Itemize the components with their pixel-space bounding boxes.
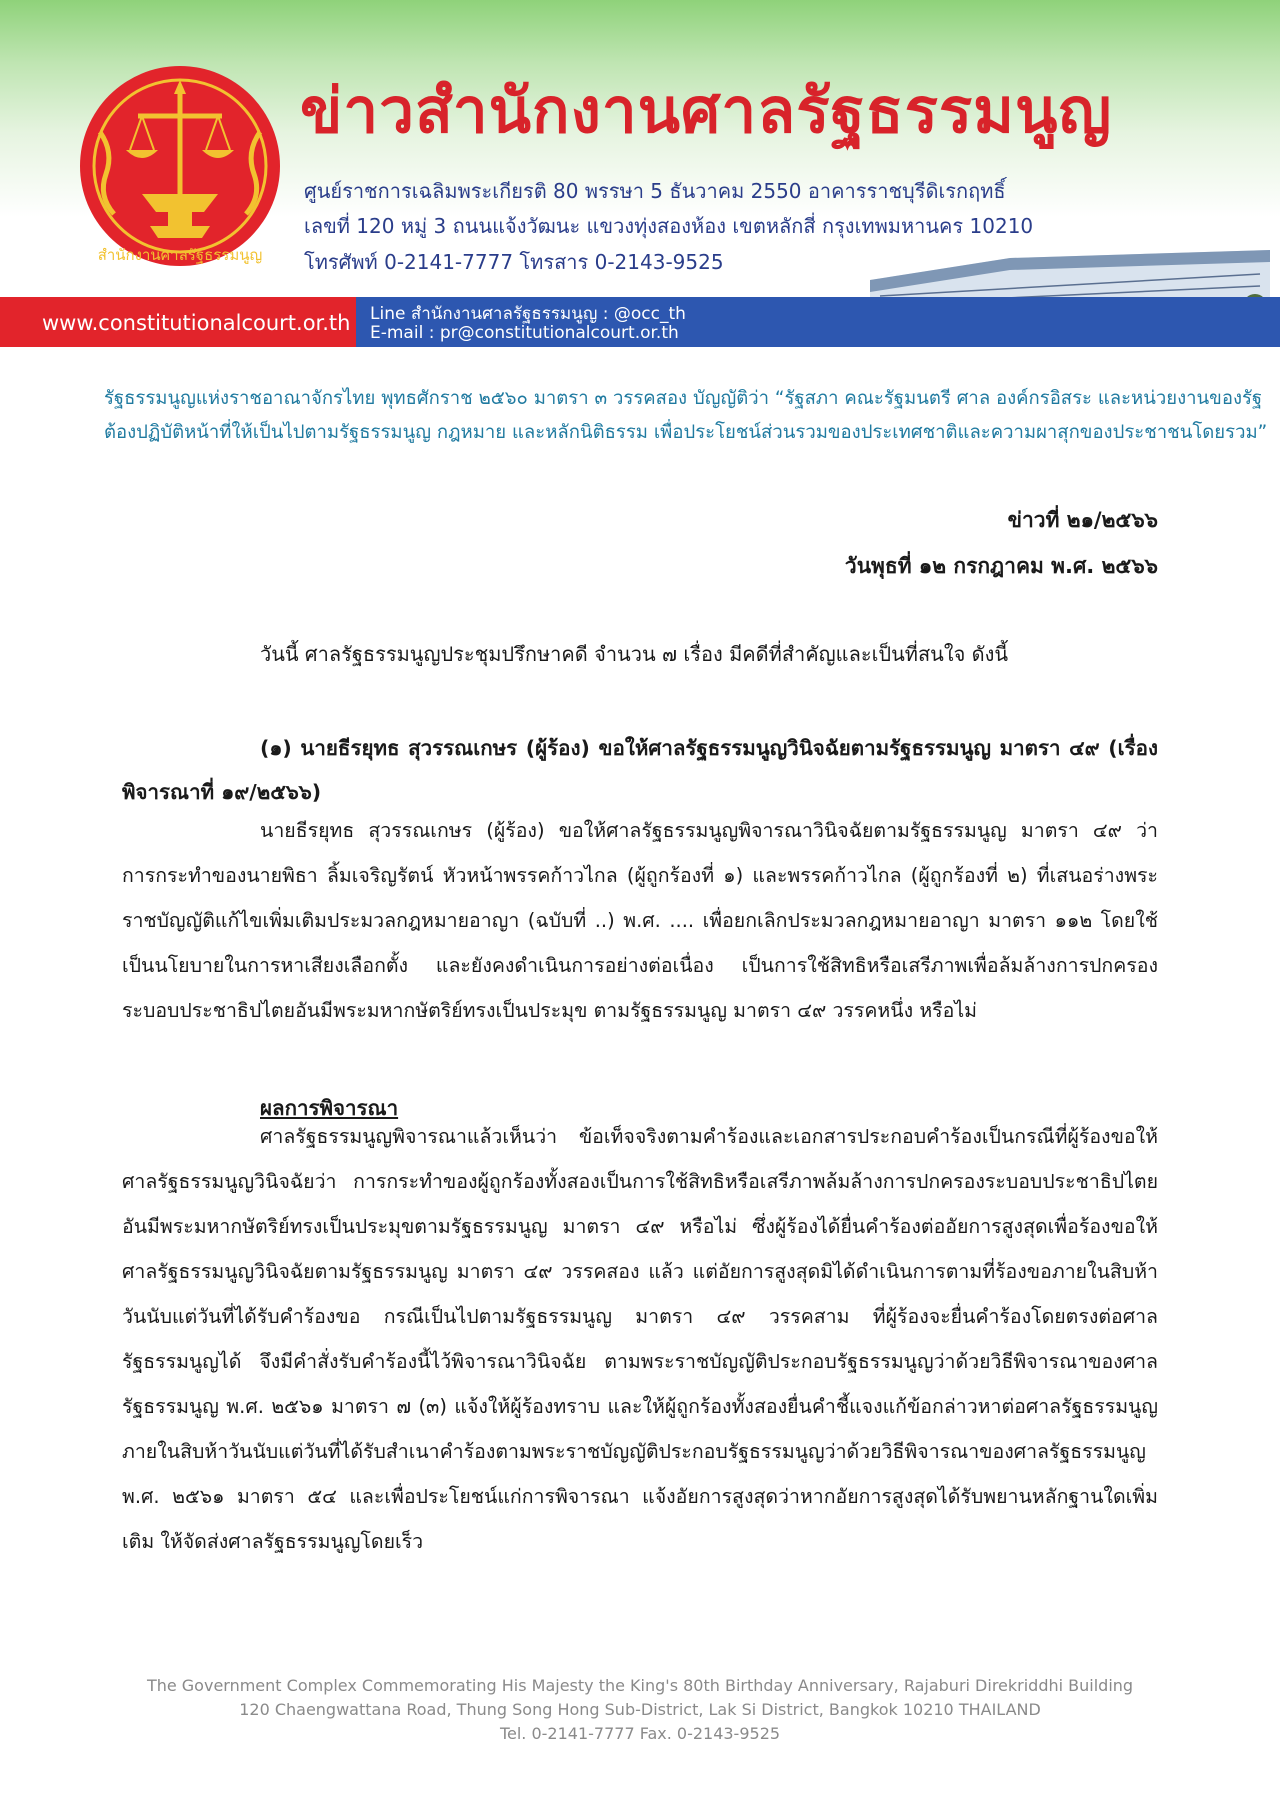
footer-address-line-2: 120 Chaengwattana Road, Thung Song Hong Sub-District, Lak Si District, Bangkok 10210 THAILAND xyxy=(239,1700,1041,1719)
address-line-1: ศูนย์ราชการเฉลิมพระเกียรติ 80 พรรษา 5 ธันวาคม 2550 อาคารราชบุรีดิเรกฤทธิ์ xyxy=(304,179,1006,203)
case-heading: (๑) นายธีรยุทธ สุวรรณเกษร (ผู้ร้อง) ขอให้ศาลรัฐธรรมนูญวินิจฉัยตามรัฐธรรมนูญ มาตรา ๔๙ (เรื่องพิจารณาที่ ๑๙/๒๕๖๖) xyxy=(122,736,1158,804)
email-contact[interactable]: E-mail : pr@constitutionalcourt.or.th xyxy=(370,323,679,343)
intro-sentence: วันนี้ ศาลรัฐธรรมนูญประชุมปรึกษาคดี จำนวน ๗ เรื่อง มีคดีที่สำคัญและเป็นที่สนใจ ดังนี้ xyxy=(260,642,1009,666)
footer-contact-line: Tel. 0-2141-7777 Fax. 0-2143-9525 xyxy=(499,1724,781,1743)
address-line-2: เลขที่ 120 หมู่ 3 ถนนแจ้งวัฒนะ แขวงทุ่งสองห้อง เขตหลักสี่ กรุงเทพมหานคร 10210 xyxy=(304,214,1034,238)
page-title: ข่าวสำนักงานศาลรัฐธรรมนูญ xyxy=(300,74,1113,147)
constitution-quote-line-1: รัฐธรรมนูญแห่งราชอาณาจักรไทย พุทธศักราช ๒๕๖๐ มาตรา ๓ วรรคสอง บัญญัติว่า “รัฐสภา คณะรัฐมนตรี ศาล องค์กรอิสระ และหน่วยงานของรัฐ xyxy=(104,388,1263,409)
footer-address-line-1: The Government Complex Commemorating His Majesty the King's 80th Birthday Anniversary, Rajaburi Direkriddhi Building xyxy=(146,1676,1134,1695)
letterhead xyxy=(0,0,1280,350)
constitutional-court-seal-icon xyxy=(76,62,284,270)
phone-fax-line: โทรศัพท์ 0-2141-7777 โทรสาร 0-2143-9525 xyxy=(304,250,724,274)
website-link[interactable]: www.constitutionalcourt.or.th xyxy=(42,311,351,335)
line-contact: Line สำนักงานศาลรัฐธรรมนูญ : @occ_th xyxy=(370,304,686,324)
news-number: ข่าวที่ ๒๑/๒๕๖๖ xyxy=(1007,508,1158,532)
result-paragraph: ศาลรัฐธรรมนูญพิจารณาแล้วเห็นว่า ข้อเท็จจริงตามคำร้องและเอกสารประกอบคำร้องเป็นกรณีที่ผู้ร้องขอให้ศาลรัฐธรรมนูญวินิจฉัยว่า การกระทำของผู้ถูกร้องทั้งสองเป็นการใช้สิทธิหรือเสรีภาพล้มล้างการปกครองระบอบประชาธิปไตยอันมีพระมหากษัตริย์ทรงเป็นประมุขตามรัฐธรรมนูญ มาตรา ๔๙ หรือไม่ ซึ่งผู้ร้องได้ยื่นคำร้องต่ออัยการสูงสุดเพื่อร้องขอให้ศาลรัฐธรรมนูญวินิจฉัยตามรัฐธรรมนูญ มาตรา ๔๙ วรรคสอง แล้ว แต่อัยการสูงสุดมิได้ดำเนินการตามที่ร้องขอภายในสิบห้าวันนับแต่วันที่ได้รับคำร้องขอ กรณีเป็นไปตามรัฐธรรมนูญ มาตรา ๔๙ วรรคสาม ที่ผู้ร้องจะยื่นคำร้องโดยตรงต่อศาลรัฐธรรมนูญได้ จึงมีคำสั่งรับคำร้องนี้ไว้พิจารณาวินิจฉัย ตามพระราชบัญญัติประกอบรัฐธรรมนูญว่าด้วยวิธีพิจารณาของศาลรัฐธรรมนูญ พ.ศ. ๒๕๖๑ มาตรา ๗ (๓) แจ้งให้ผู้ร้องทราบ และให้ผู้ถูกร้องทั้งสองยื่นคำชี้แจงแก้ข้อกล่าวหาต่อศาลรัฐธรรมนูญภายในสิบห้าวันนับแต่วันที่ได้รับสำเนาคำร้องตามพระราชบัญญัติประกอบรัฐธรรมนูญว่าด้วยวิธีพิจารณาของศาลรัฐธรรมนูญ พ.ศ. ๒๕๖๑ มาตรา ๕๔ และเพื่อประโยชน์แก่การพิจารณา แจ้งอัยการสูงสุดว่าหากอัยการสูงสุดได้รับพยานหลักฐานใดเพิ่มเติม ให้จัดส่งศาลรัฐธรรมนูญโดยเร็ว xyxy=(122,1125,1158,1553)
seal-text: สำนักงานศาลรัฐธรรมนูญ xyxy=(97,246,263,264)
constitution-quote-line-2: ต้องปฏิบัติหน้าที่ให้เป็นไปตามรัฐธรรมนูญ กฎหมาย และหลักนิติธรรม เพื่อประโยชน์ส่วนรวมของประเทศชาติและความผาสุกของประชาชนโดยรวม” xyxy=(104,422,1268,443)
news-date: วันพุธที่ ๑๒ กรกฎาคม พ.ศ. ๒๕๖๖ xyxy=(844,554,1158,578)
case-paragraph: นายธีรยุทธ สุวรรณเกษร (ผู้ร้อง) ขอให้ศาลรัฐธรรมนูญพิจารณาวินิจฉัยตามรัฐธรรมนูญ มาตรา ๔๙ ว่า การกระทำของนายพิธา ลิ้มเจริญรัตน์ หัวหน้าพรรคก้าวไกล (ผู้ถูกร้องที่ ๑) และพรรคก้าวไกล (ผู้ถูกร้องที่ ๒) ที่เสนอร่างพระราชบัญญัติแก้ไขเพิ่มเติมประมวลกฎหมายอาญา (ฉบับที่ ..) พ.ศ. .... เพื่อยกเลิกประมวลกฎหมายอาญา มาตรา ๑๑๒ โดยใช้เป็นนโยบายในการหาเสียงเลือกตั้ง และยังคงดำเนินการอย่างต่อเนื่อง เป็นการใช้สิทธิหรือเสรีภาพเพื่อล้มล้างการปกครองระบอบประชาธิปไตยอันมีพระมหากษัตริย์ทรงเป็นประมุข ตามรัฐธรรมนูญ มาตรา ๔๙ วรรคหนึ่ง หรือไม่ xyxy=(122,819,1158,1022)
result-section-label: ผลการพิจารณา xyxy=(260,1096,399,1120)
